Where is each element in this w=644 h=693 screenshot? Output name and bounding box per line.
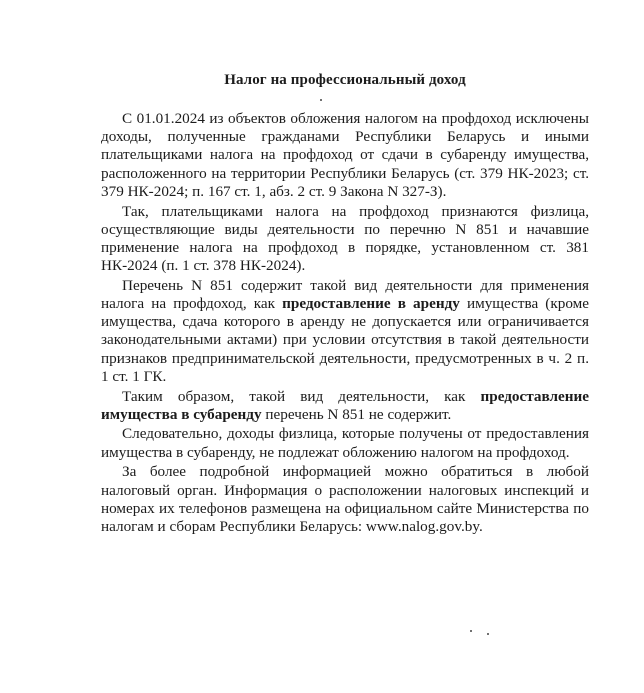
paragraph-5: Следовательно, доходы физлица, которые получены от предоставления имущества в субаренду, не подлежат обложению налогом на профдоход.: [101, 425, 589, 461]
scan-speck: [470, 630, 472, 632]
bold-rent-phrase: предоставление в аренду: [282, 295, 460, 313]
bold-sublease-phrase: предоставление имущества в субаренду: [101, 387, 589, 423]
paragraph-6: За более подробной информацией можно обратиться в любой налоговый орган. Информация о расположении налоговых инспекций и номерах их телефонов размещена на официальном сайте Министерства по налогам и сборам Республики Беларусь: www.nalog.gov.by.: [101, 463, 589, 535]
document-body: [101, 110, 589, 538]
document-title: Налог на профессиональный доход: [224, 72, 466, 88]
paragraph-2: Так, плательщиками налога на профдоход признаются физлица, осуществляющие виды деятельности по перечню N 851 и начавшие применение налога на профдоход в порядке, установленном ст. 381 НК-2024 (п. 1 ст. 378 НК-2024).: [101, 202, 589, 275]
scan-speck: [487, 633, 489, 635]
paragraph-1: С 01.01.2024 из объектов обложения налогом на профдоход исключены доходы, полученные гражданами Республики Беларусь и иными плательщиками налога на профдоход от сдачи в субаренду имущества, расположенного на территории Республики Беларусь (ст. 379 НК-2023; ст. 379 НК-2024; п. 167 ст. 1, абз. 2 ст. 9 Закона N 327-З).: [101, 110, 589, 200]
paragraph-3: Перечень N 851 содержит такой вид деятельности для применения налога на профдоход, как предоставление в аренду имущества (кроме имущества, сдача которого в аренду не допускается или ограничивается законодательными актами) при условии отсутствия в такой деятельности признаков предпринимательской деятельности, предусмотренных в ч. 2 п. 1 ст. 1 ГК.: [101, 276, 589, 385]
paragraph-4: Таким образом, такой вид деятельности, как предоставление имущества в субаренду перечень N 851 не содержит.: [101, 387, 589, 423]
scan-speck: [320, 99, 322, 101]
